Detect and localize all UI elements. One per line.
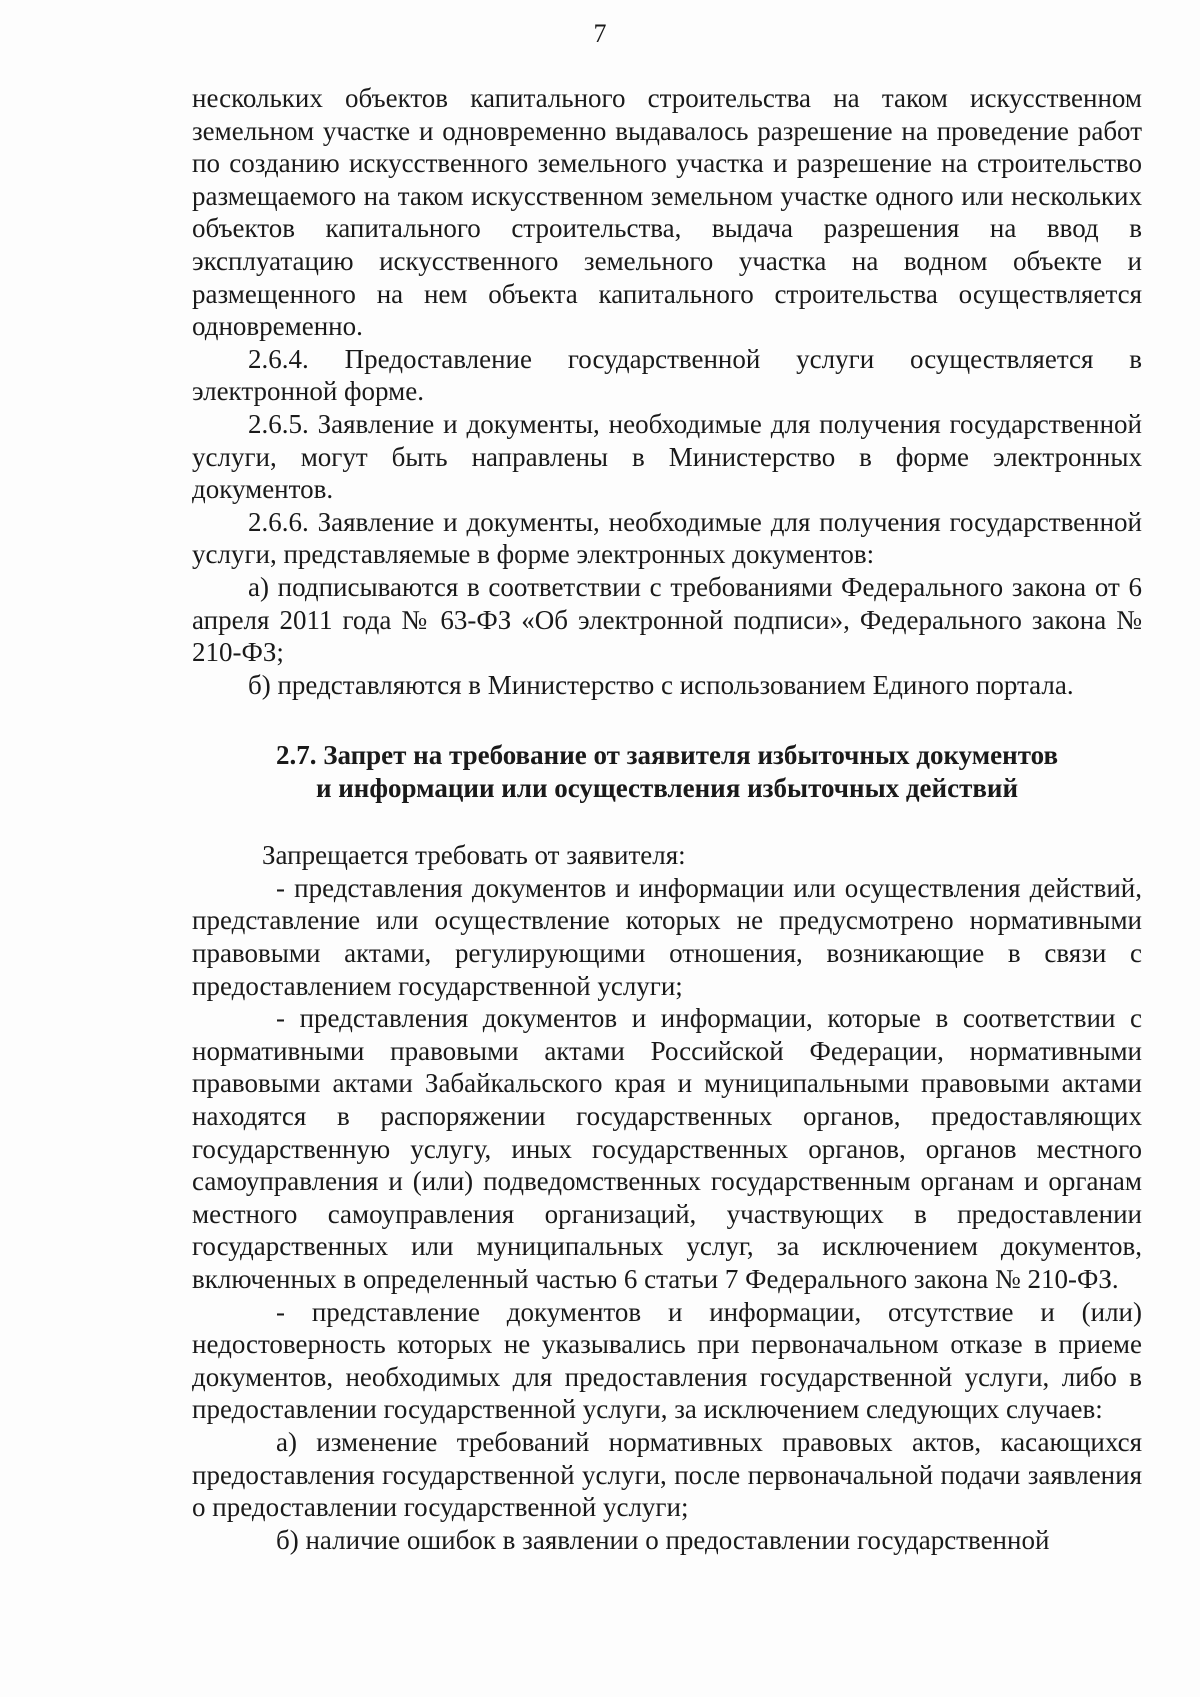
paragraph-prohibition-item-1: - представления документов и информации или осуществления действий, представление или осуществление которых не предусмотрено нормативными правовыми актами, регулирующими отношения, возникающие в связи с предоставлением государственной услуги; [192, 872, 1142, 1001]
paragraph-prohibition-item-3: - представление документов и информации, отсутствие и (или) недостоверность которых не указывались при первоначальном отказе в приеме документов, необходимых для предоставления государственной услуги, либо в предоставлении государственной услуги, за исключением следующих случаев: [192, 1296, 1142, 1425]
paragraph-2-6-4: 2.6.4. Предоставление государственной услуги осуществляется в электронной форме. [192, 343, 1142, 407]
paragraph-2-6-5: 2.6.5. Заявление и документы, необходимые для получения государственной услуги, могут быть направлены в Министерство в форме электронных документов. [192, 408, 1142, 505]
section-heading-2-7 [192, 739, 1142, 805]
paragraph-prohibition-intro: Запрещается требовать от заявителя: [262, 840, 686, 871]
paragraph-exception-a: а) изменение требований нормативных правовых актов, касающихся предоставления государственной услуги, после первоначальной подачи заявления о предоставлении государственной услуги; [192, 1426, 1142, 1523]
page-number: 7 [593, 19, 607, 48]
paragraph-item-b-submitted: б) представляются в Министерство с использованием Единого портала. [248, 669, 1074, 700]
section-heading-line-1: 2.7. Запрет на требование от заявителя избыточных документов [275, 740, 1059, 771]
paragraph-continuation: нескольких объектов капитального строительства на таком искусственном земельном участке и одновременно выдавалось разрешение на проведение работ по созданию искусственного земельного участка и разрешение на строительство размещаемого на таком искусственном земельном участке одного или нескольких объектов капитального строительства, выдача разрешения на ввод в эксплуатацию искусственного земельного участка на водном объекте и размещенного на нем объекта капитального строительства осуществляется одновременно. [192, 83, 1142, 342]
paragraph-exception-b: б) наличие ошибок в заявлении о предоставлении государственной [276, 1524, 1050, 1555]
section-heading-line-2: и информации или осуществления избыточных действий [315, 773, 1019, 804]
paragraph-2-6-6: 2.6.6. Заявление и документы, необходимые для получения государственной услуги, представляемые в форме электронных документов: [192, 506, 1142, 570]
paragraph-item-a-signed: а) подписываются в соответствии с требованиями Федерального закона от 6 апреля 2011 года № 63-ФЗ «Об электронной подписи», Федерального закона № 210-ФЗ; [192, 571, 1142, 668]
document-body [192, 82, 1142, 1556]
paragraph-prohibition-item-2: - представления документов и информации, которые в соответствии с нормативными правовыми актами Российской Федерации, нормативными правовыми актами Забайкальского края и муниципальными правовыми актами находятся в распоряжении государственных органов, предоставляющих государственную услугу, иных государственных органов, органов местного самоуправления и (или) подведомственных государственным органам и органам местного самоуправления организаций, участвующих в предоставлении государственных или муниципальных услуг, за исключением документов, включенных в определенный частью 6 статьи 7 Федерального закона № 210-ФЗ. [192, 1003, 1142, 1294]
